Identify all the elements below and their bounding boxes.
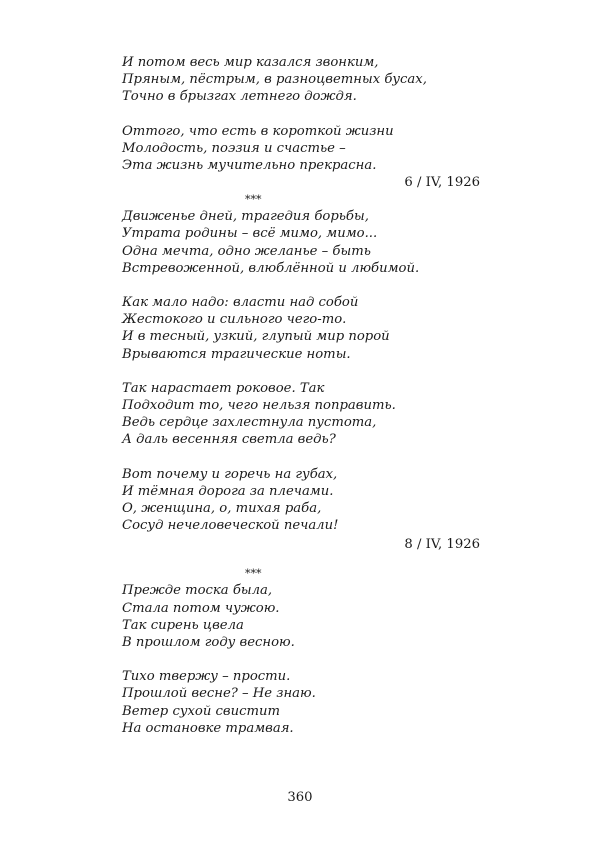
poem-line: Пряным, пёстрым, в разноцветных бусах, (122, 72, 427, 88)
page-content (122, 54, 480, 737)
poem3-stanza-2 (122, 668, 480, 737)
poem3-stanza-1 (122, 582, 480, 651)
page-number: 360 (287, 790, 313, 805)
poem-line: Одна мечта, одно желанье – быть (122, 243, 371, 259)
poem-line: Жестокого и сильного чего-то. (122, 312, 347, 328)
poem-line: И в тесный, узкий, глупый мир порой (122, 329, 390, 345)
poem-line: И потом весь мир казался звонким, (122, 55, 379, 70)
poem-line: Врываются трагические ноты. (122, 346, 351, 362)
poem-line: И тёмная дорога за плечами. (122, 483, 334, 499)
poem-line: Сосуд нечеловеческой печали! (122, 518, 339, 534)
poem-line: Подходит то, чего нельзя поправить. (122, 398, 396, 414)
poem-line: Эта жизнь мучительно прекрасна. (122, 158, 377, 174)
poem-line: На остановке трамвая. (122, 720, 294, 736)
poem3-separator: *** (245, 567, 262, 581)
poem-line: А даль весенняя светла ведь? (122, 432, 336, 448)
poem-line: Ведь сердце захлестнула пустота, (122, 415, 377, 431)
poem-line: Встревоженной, влюблённой и любимой. (122, 260, 420, 276)
poem-line: О, женщина, о, тихая раба, (122, 501, 322, 517)
poem-line: Ветер сухой свистит (122, 703, 280, 719)
poem2-stanza-2 (122, 294, 480, 363)
poem-line: Движенье дней, трагедия борьбы, (122, 209, 369, 225)
poem-line: Вот почему и горечь на губах, (122, 466, 338, 482)
poem2-stanza-3 (122, 380, 480, 449)
poem-line: Так сирень цвела (122, 617, 244, 633)
poem2-stanza-1 (122, 208, 480, 277)
poem-line: Утрата родины – всё мимо, мимо... (122, 226, 378, 242)
poem-line: Стала потом чужою. (122, 600, 280, 616)
poem-line: Тихо твержу – прости. (122, 669, 291, 685)
poem2-date: 8 / IV, 1926 (404, 537, 480, 553)
poem-line: Точно в брызгах летнего дождя. (122, 89, 357, 105)
poem-line: Оттого, что есть в короткой жизни (122, 123, 394, 139)
poem2-separator: *** (245, 193, 262, 207)
poem-line: Прежде тоска была, (122, 583, 273, 599)
poem1-stanza-2 (122, 123, 480, 175)
poem1-stanza-1 (122, 54, 480, 106)
poem1-date: 6 / IV, 1926 (404, 175, 480, 191)
poem-line: Молодость, поэзия и счастье – (122, 140, 346, 156)
poem2-stanza-4 (122, 466, 480, 535)
poem-line: В прошлом году весною. (122, 635, 295, 651)
poem-line: Так нарастает роковое. Так (122, 380, 325, 396)
poem-line: Прошлой весне? – Не знаю. (122, 686, 316, 702)
poem-line: Как мало надо: власти над собой (122, 295, 359, 311)
